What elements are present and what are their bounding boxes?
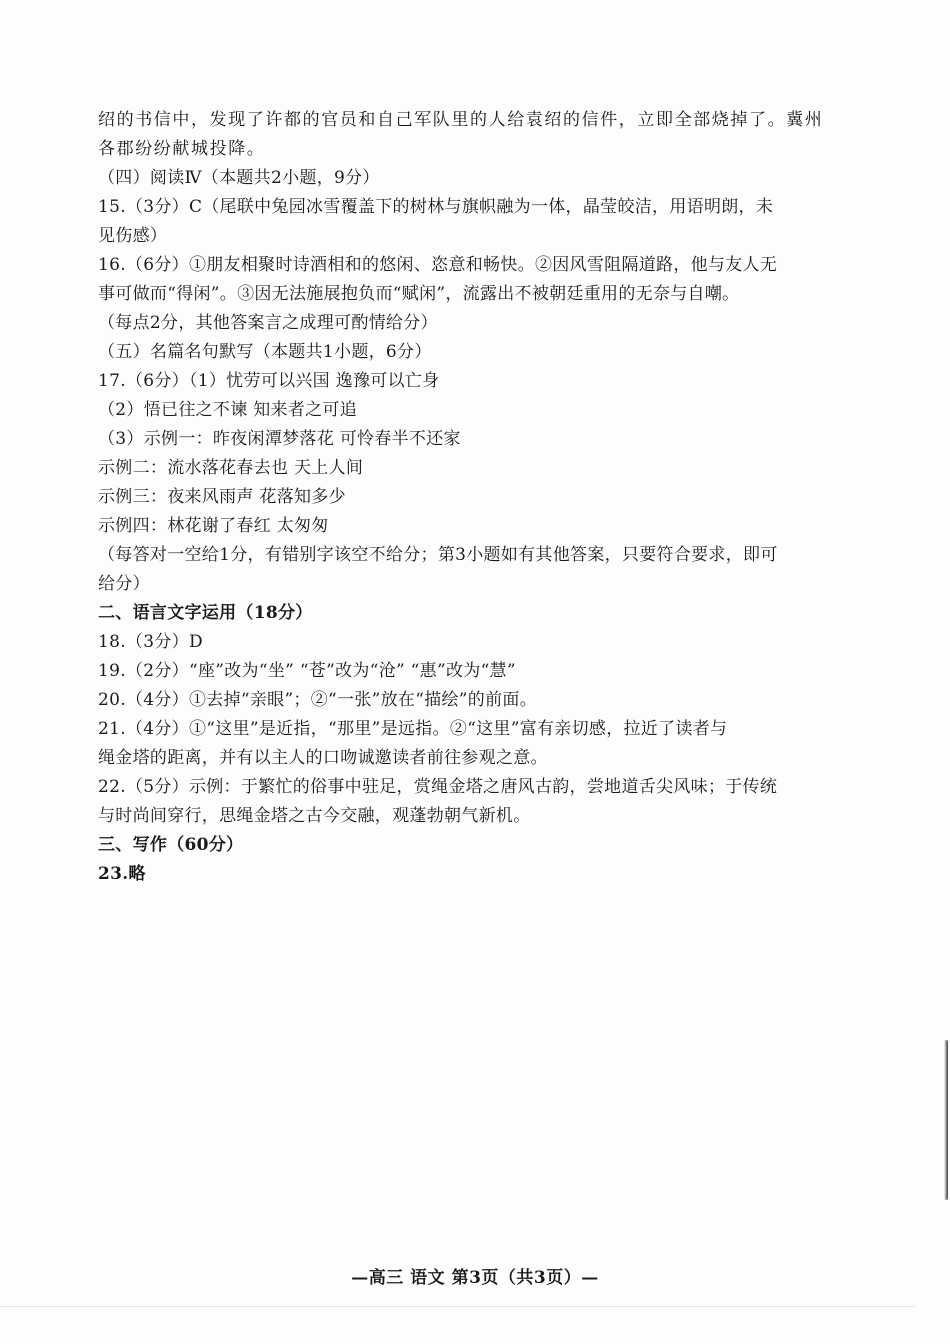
scan-edge-line <box>0 1306 915 1307</box>
scoring-note: （每点2分，其他答案言之成理可酌情给分） <box>98 313 438 333</box>
text-line: 各郡纷纷献城投降。 <box>98 139 266 159</box>
page-footer: —高三 语文 第3页（共3页）— <box>351 1268 599 1288</box>
answer-15: 15.（3分）C（尾联中兔园冰雪覆盖下的树林与旗帜融为一体，晶莹皎洁，用语明朗，未 <box>98 197 774 217</box>
scan-edge-shadow <box>944 1040 948 1200</box>
text-line: 给分） <box>98 574 150 594</box>
section-heading-language-use: 二、语言文字运用（18分） <box>98 603 313 623</box>
answer-23: 23.略 <box>98 864 146 884</box>
text-line: 示例四：林花谢了春红 太匆匆 <box>98 516 329 536</box>
answer-22: 22.（5分）示例：于繁忙的俗事中驻足，赏绳金塔之唐风古韵，尝地道舌尖风味；于传统 <box>98 777 778 797</box>
answer-17: 17.（6分）（1）忧劳可以兴国 逸豫可以亡身 <box>98 371 440 391</box>
answer-20: 20.（4分）①去掉“亲眼”；②“一张”放在“描绘”的前面。 <box>98 690 537 710</box>
text-line: 见伤感） <box>98 226 168 246</box>
text-line: （2）悟已往之不谏 知来者之可追 <box>98 400 358 420</box>
answer-16: 16.（6分）①朋友相聚时诗酒相和的悠闲、恣意和畅快。②因风雪阻隔道路，他与友人无 <box>98 255 778 275</box>
text-line: 示例二：流水落花春去也 天上人间 <box>98 458 364 478</box>
section-heading-recitation: （五）名篇名句默写（本题共1小题，6分） <box>98 342 432 362</box>
section-heading-writing: 三、写作（60分） <box>98 835 244 855</box>
text-line: 绍的书信中，发现了许都的官员和自己军队里的人给袁绍的信件，立即全部烧掉了。冀州 <box>98 110 824 130</box>
section-heading-reading-4: （四）阅读Ⅳ（本题共2小题，9分） <box>98 168 380 188</box>
answer-key-body <box>98 106 858 889</box>
text-line: 绳金塔的距离，并有以主人的口吻诚邀读者前往参观之意。 <box>98 748 548 768</box>
text-line: （3）示例一：昨夜闲潭梦落花 可怜春半不还家 <box>98 429 461 449</box>
answer-19: 19.（2分）“座”改为“坐” “苍”改为“沧” “惠”改为“慧” <box>98 661 516 681</box>
text-line: 与时尚间穿行，思绳金塔之古今交融，观蓬勃朝气新机。 <box>98 806 531 826</box>
answer-21: 21.（4分）①“这里”是近指，“那里”是远指。②“这里”富有亲切感，拉近了读者与 <box>98 719 728 739</box>
text-line: 示例三：夜来风雨声 花落知多少 <box>98 487 346 507</box>
scoring-note: （每答对一空给1分，有错别字该空不给分；第3小题如有其他答案，只要符合要求，即可 <box>98 545 778 565</box>
answer-18: 18.（3分）D <box>98 632 203 652</box>
text-line: 事可做而“得闲”。③因无法施展抱负而“赋闲”，流露出不被朝廷重用的无奈与自嘲。 <box>98 284 740 304</box>
